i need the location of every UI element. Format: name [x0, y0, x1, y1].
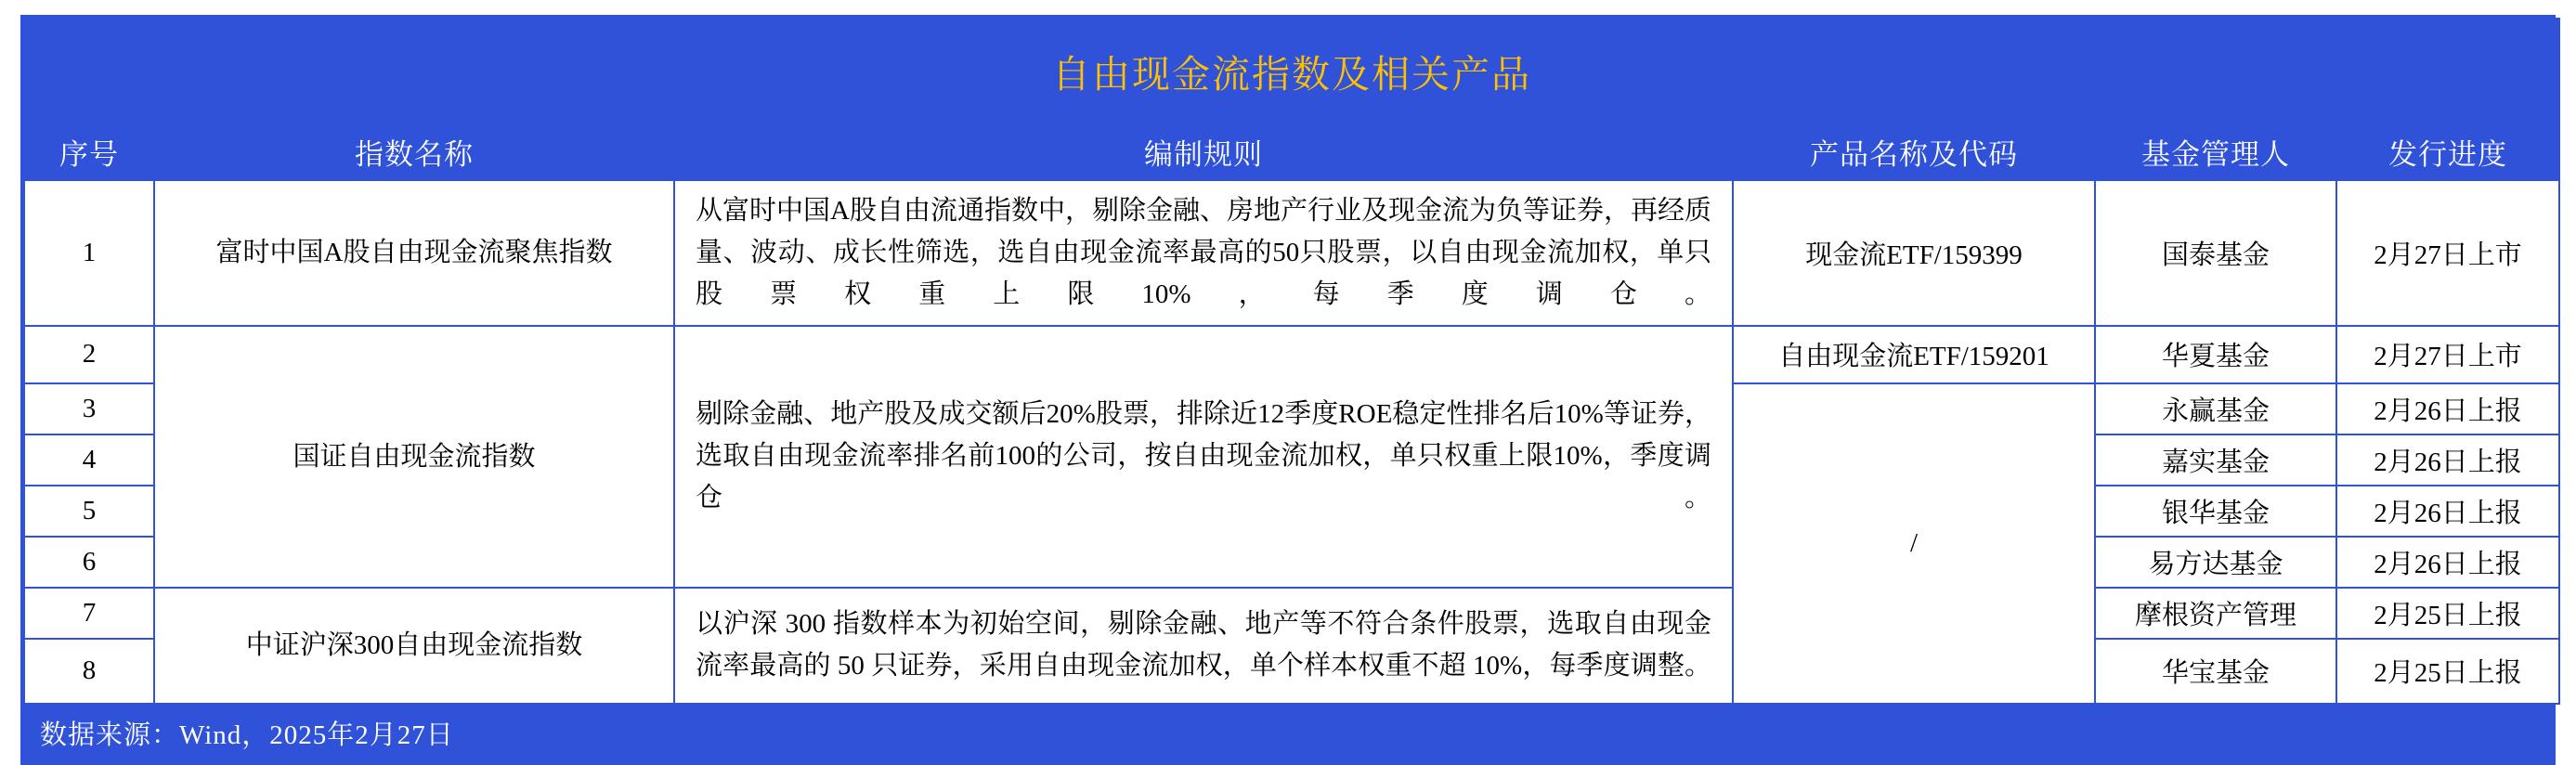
row-progress: 2月26日上报 — [2336, 486, 2559, 537]
row-progress: 2月25日上报 — [2336, 588, 2559, 639]
row-rule: 剔除金融、地产股及成交额后20%股票，排除近12季度ROE稳定性排名后10%等证券，选取自由现金流率排名前100的公司，按自由现金流加权，单只权重上限10%，季度调仓。 — [674, 326, 1733, 588]
row-rule: 从富时中国A股自由流通指数中，剔除金融、房地产行业及现金流为负等证券，再经质量、波动、成长性筛选，选自由现金流率最高的50只股票，以自由现金流加权，单只股票权重上限10%，每季度调仓。 — [674, 180, 1733, 326]
row-seq: 6 — [24, 537, 154, 588]
row-progress: 2月26日上报 — [2336, 537, 2559, 588]
index-products-table — [20, 15, 2556, 765]
row-product: 自由现金流ETF/159201 — [1733, 326, 2095, 383]
row-manager: 国泰基金 — [2095, 180, 2336, 326]
row-index-name: 国证自由现金流指数 — [154, 326, 674, 588]
row-progress: 2月27日上市 — [2336, 326, 2559, 383]
row-seq: 1 — [24, 180, 154, 326]
data-source-note: 数据来源：Wind，2025年2月27日 — [23, 705, 2553, 762]
table-row — [24, 180, 2559, 326]
row-index-name: 中证沪深300自由现金流指数 — [154, 588, 674, 704]
column-header-progress: 发行进度 — [2336, 123, 2559, 180]
column-header-rule: 编制规则 — [674, 123, 1733, 180]
row-manager: 华宝基金 — [2095, 639, 2336, 704]
row-seq: 3 — [24, 383, 154, 434]
row-progress: 2月25日上报 — [2336, 639, 2559, 704]
row-seq: 4 — [24, 434, 154, 486]
row-manager: 银华基金 — [2095, 486, 2336, 537]
column-header-seq: 序号 — [24, 123, 154, 180]
row-manager: 华夏基金 — [2095, 326, 2336, 383]
row-manager: 嘉实基金 — [2095, 434, 2336, 486]
row-progress: 2月27日上市 — [2336, 180, 2559, 326]
row-manager: 易方达基金 — [2095, 537, 2336, 588]
row-rule: 以沪深 300 指数样本为初始空间，剔除金融、地产等不符合条件股票，选取自由现金流率最高的 50 只证券，采用自由现金流加权，单个样本权重不超 10%，每季度调整。 — [674, 588, 1733, 704]
table-row — [24, 588, 2559, 639]
row-index-name: 富时中国A股自由现金流聚焦指数 — [154, 180, 674, 326]
row-product: / — [1733, 383, 2095, 704]
row-product: 现金流ETF/159399 — [1733, 180, 2095, 326]
row-seq: 7 — [24, 588, 154, 639]
column-header-index-name: 指数名称 — [154, 123, 674, 180]
row-progress: 2月26日上报 — [2336, 383, 2559, 434]
row-progress: 2月26日上报 — [2336, 434, 2559, 486]
row-seq: 5 — [24, 486, 154, 537]
row-manager: 永赢基金 — [2095, 383, 2336, 434]
table-row — [24, 326, 2559, 383]
page-title: 自由现金流指数及相关产品 — [24, 19, 2559, 123]
column-header-product: 产品名称及代码 — [1733, 123, 2095, 180]
row-seq: 2 — [24, 326, 154, 383]
main-table — [23, 18, 2560, 705]
header-row — [24, 123, 2559, 180]
title-row — [24, 19, 2559, 123]
row-manager: 摩根资产管理 — [2095, 588, 2336, 639]
column-header-manager: 基金管理人 — [2095, 123, 2336, 180]
row-seq: 8 — [24, 639, 154, 704]
